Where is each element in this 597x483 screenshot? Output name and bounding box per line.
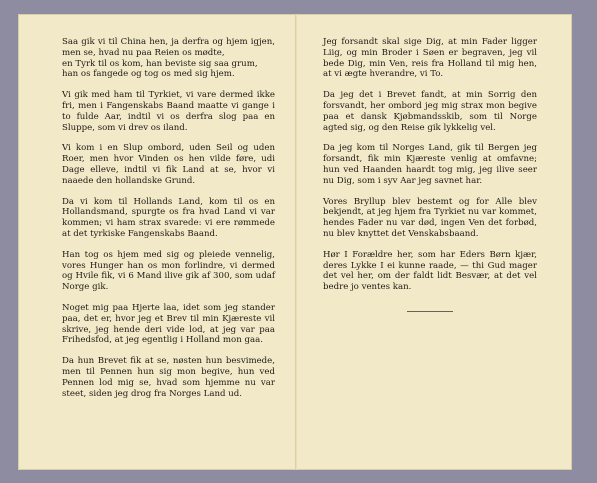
verse: Vores Bryllup blev bestemt og for Alle blev bekjendt, at jeg hjem fra Tyrkiet nu var kommet, hendes Fader nu var død, ingen Ven det forbød, nu blev knyttet det Venskabsbaand.	[323, 196, 537, 239]
left-page	[18, 14, 296, 470]
verse: Jeg forsandt skal sige Dig, at min Fader ligger Liig, og min Broder i Søen er begraven, jeg vil bede Dig, min Ven, reis fra Holland til mig hen, at vi ægte hverandre, vi To.	[323, 37, 537, 80]
verse: Noget mig paa Hjerte laa, idet som jeg stander paa, det er, hvor jeg et Brev til min Kjæreste vil skrive, jeg hende deri vide lod, at jeg var paa Frihedsfod, at jeg egentlig i Holland mon gaa.	[62, 302, 275, 346]
verse: Hør I Forældre her, som har Eders Børn kjær, deres Lykke I ei kunne raade, — thi Gud mager det vel her, om der faldt lidt Besvær, at det vel bedre jo ventes kan.	[323, 249, 537, 293]
booklet-spread	[18, 14, 572, 470]
verse: Da vi kom til Hollands Land, kom til os en Hollandsmand, spurgte os fra hvad Land vi var kommen; vi ham strax svarede: vi ere rømmede at det tyrkiske Fangenskabs Baand.	[62, 196, 275, 239]
verse: Da jeg det i Brevet fandt, at min Sorrig den forsvandt, her ombord jeg mig strax mon begive paa et dansk Kjøbmandsskib, som til Norge agted sig, og den Reise gik lykkelig vel.	[323, 90, 537, 133]
end-rule	[407, 311, 453, 312]
right-page	[296, 14, 572, 470]
right-text-column	[323, 37, 537, 312]
verse: Han tog os hjem med sig og pleiede vennelig, vores Hunger han os mon forlindre, vi dermed og Hvile fik, vi 6 Mand ilive gik af 300, som udaf Norge gik.	[62, 249, 275, 293]
verse: Vi gik med ham til Tyrkiet, vi vare dermed ikke fri, men i Fangenskabs Baand maatte vi gange i to fulde Aar, indtil vi os derfra slog paa en Sluppe, som vi drev os iland.	[62, 90, 275, 133]
verse: Vi kom i en Slup ombord, uden Seil og uden Roer, men hvor Vinden os hen vilde føre, udi Dage elleve, indtil vi fik Land at se, hvor vi naaede den hollandske Grund.	[62, 143, 275, 186]
left-text-column	[62, 37, 275, 409]
verse: Saa gik vi til China hen, ja derfra og hjem igjen, men se, hvad nu paa Reien os mødte, en Tyrk til os kom, han beviste sig saa grum, han os fangede og tog os med sig hjem.	[62, 37, 275, 80]
verse: Da jeg kom til Norges Land, gik til Bergen jeg forsandt, fik min Kjæreste venlig at omfavne; hun ved Haanden haardt tog mig, jeg ilive seer nu Dig, som i syv Aar jeg savnet har.	[323, 143, 537, 186]
verse: Da hun Brevet fik at se, nøsten hun besvimede, men til Pennen hun sig mon begive, hun ved Pennen lod mig se, hvad som hjemme nu var steet, siden jeg drog fra Norges Land ud.	[62, 356, 275, 399]
